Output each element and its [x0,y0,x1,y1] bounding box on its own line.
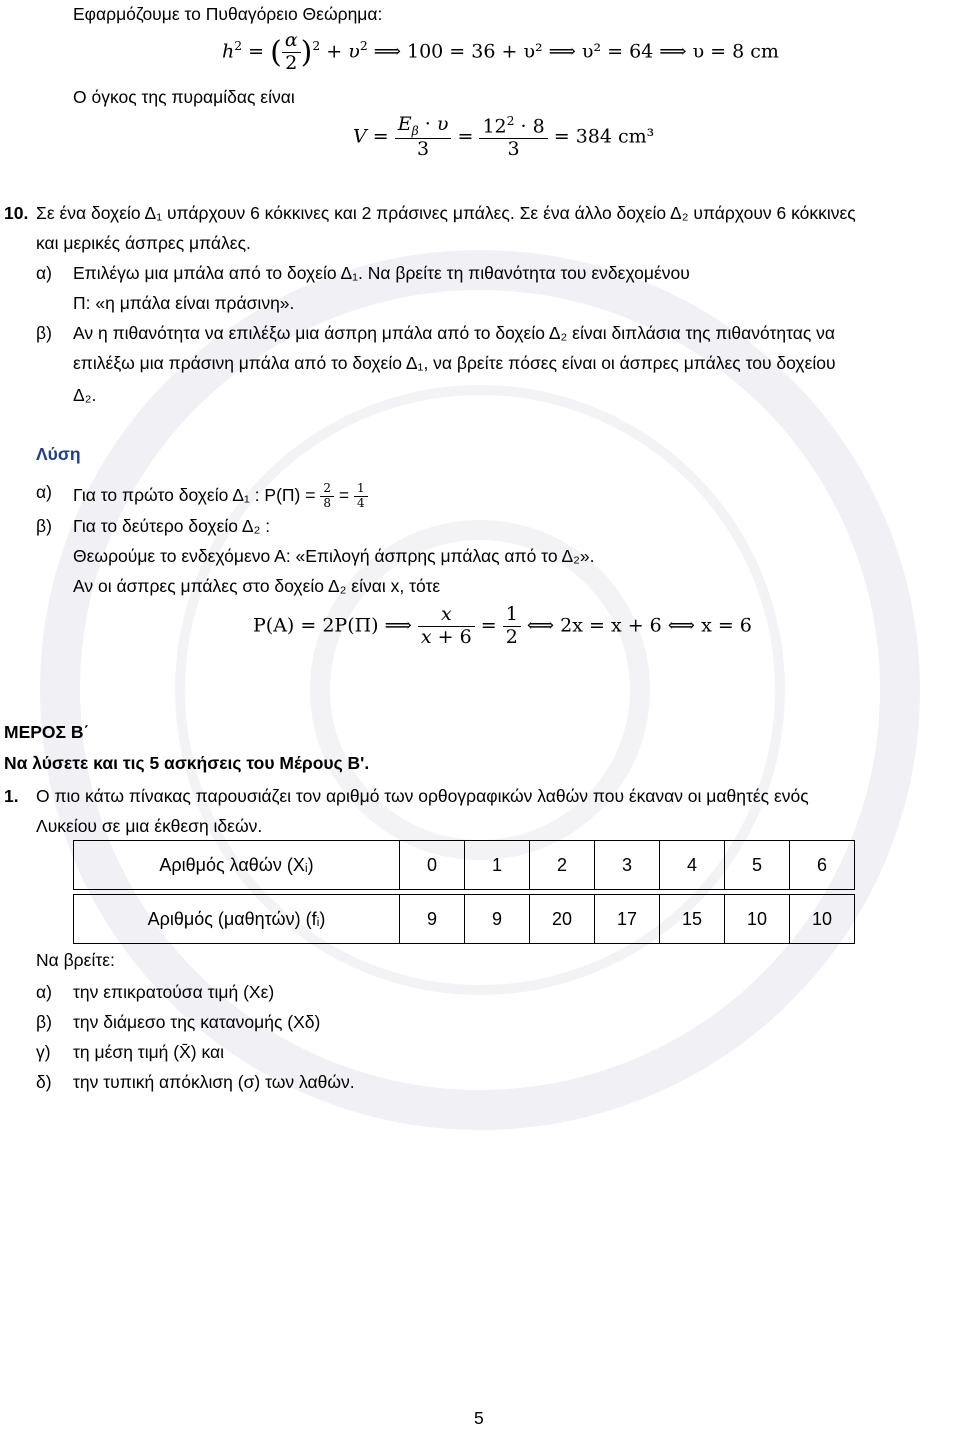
table-row-label: Αριθμός (μαθητών) (fᵢ) [74,895,400,944]
question-label: δ) [36,1072,52,1092]
table-cell: 15 [660,895,725,944]
exercise-10-a-label: α) [36,263,52,283]
table-cell: 10 [790,895,855,944]
part-b-subtitle: Να λύσετε και τις 5 ασκήσεις του Μέρους Β'. [4,753,370,773]
question-label: α) [36,982,52,1002]
table-cell: 17 [595,895,660,944]
table-cell: 10 [725,895,790,944]
errors-frequency-table [73,840,855,944]
exercise-1-find: Να βρείτε: [36,950,115,970]
exercise-1-number: 1. [4,786,19,806]
exercise-10-b-label: β) [36,323,52,343]
table-row [74,841,855,890]
solution-b-line3: Αν οι άσπρες μπάλες στο δοχείο Δ₂ είναι x, τότε [73,576,441,596]
pythagoras-intro: Εφαρμόζουμε το Πυθαγόρειο Θεώρημα: [73,4,383,24]
question-text: την επικρατούσα τιμή (Xε) [73,982,275,1002]
table-cell: 0 [400,841,465,890]
exercise-1-line2: Λυκείου σε μια έκθεση ιδεών. [36,816,263,836]
table-cell: 6 [790,841,855,890]
volume-result: = 384 cm³ [553,125,655,148]
question-text: την τυπική απόκλιση (σ) των λαθών. [73,1072,355,1092]
table-cell: 20 [530,895,595,944]
exercise-10-number: 10. [4,203,29,223]
question-text: την διάμεσο της κατανομής (Xδ) [73,1012,321,1032]
exercise-10-b-line1: Αν η πιθανότητα να επιλέξω μια άσπρη μπάλα από το δοχείο Δ₂ είναι διπλάσια της πιθανότητας να [73,323,836,343]
volume-intro: Ο όγκος της πυραμίδας είναι [73,87,295,107]
exercise-10-a-line2: Π: «η μπάλα είναι πράσινη». [73,293,295,313]
solution-title: Λύση [36,444,81,464]
exercise-10-line2: και μερικές άσπρες μπάλες. [36,233,251,253]
exercise-10-b-line2: επιλέξω μια πράσινη μπάλα από το δοχείο Δ₁, να βρείτε πόσες είναι οι άσπρες μπάλες του δοχείου [73,353,836,373]
exercise-10-b-line3: Δ₂. [73,385,97,405]
solution-a-line: Για το πρώτο δοχείο Δ₁ : P(Π) = $\frac{2}{8}$ = $\frac{1}{4}$ [73,482,368,511]
pythagoras-equation: $h^2$ = ( $\frac{\alpha}{2}$ )$^2 + \upsilon^2$ ⟹ 100 = 36 + υ² ⟹ υ² = 64 ⟹ υ = 8 cm [222,29,779,74]
solution-a-label: α) [36,482,52,502]
solution-b-text: Για το δεύτερο δοχείο Δ₂ : [73,516,271,536]
question-label: γ) [36,1042,51,1062]
exercise-10-line1: Σε ένα δοχείο Δ₁ υπάρχουν 6 κόκκινες και 2 πράσινες μπάλες. Σε ένα άλλο δοχείο Δ₂ υπάρχουν 6 κόκκινες [36,203,856,223]
volume-equation: V = $\frac{E_\beta \cdot \upsilon}{3}$ = $\frac{12^2 \cdot 8}{3}$ = 384 cm³ [353,113,655,161]
table-cell: 9 [465,895,530,944]
table-cell: 9 [400,895,465,944]
table-cell: 2 [530,841,595,890]
solution-equation: P(A) = 2P(Π) ⟹ $\frac{x}{x + 6}$ = $\frac{1}{2}$ ⟺ 2x = x + 6 ⟺ x = 6 [253,603,752,648]
solution-eq-right: ⟺ 2x = x + 6 ⟺ x = 6 [526,614,752,637]
solution-b-label: β) [36,516,52,536]
table-cell: 1 [465,841,530,890]
question-text: τη μέση τιμή (X̄) και [73,1042,224,1062]
pythagoras-eq-tail: 100 = 36 + υ² ⟹ υ² = 64 ⟹ υ = 8 cm [407,40,779,63]
table-row-label: Αριθμός λαθών (Xᵢ) [74,841,400,890]
table-cell: 3 [595,841,660,890]
page-number: 5 [474,1408,484,1428]
table-cell: 5 [725,841,790,890]
exercise-10-a-line1: Επιλέγω μια μπάλα από το δοχείο Δ₁. Να βρείτε τη πιθανότητα του ενδεχομένου [73,263,690,283]
part-b-title: ΜΕΡΟΣ Β΄ [4,722,90,742]
solution-b-line2: Θεωρούμε το ενδεχόμενο Α: «Επιλογή άσπρης μπάλας από το Δ₂». [73,546,595,566]
table-cell: 4 [660,841,725,890]
solution-a-text: Για το πρώτο δοχείο Δ₁ : P(Π) = [73,484,316,505]
question-label: β) [36,1012,52,1032]
solution-eq-left: P(A) = 2P(Π) ⟹ [253,614,412,637]
table-row [74,895,855,944]
exercise-1-line1: Ο πιο κάτω πίνακας παρουσιάζει τον αριθμό των ορθογραφικών λαθών που έκαναν οι μαθητές ενός [36,786,809,806]
